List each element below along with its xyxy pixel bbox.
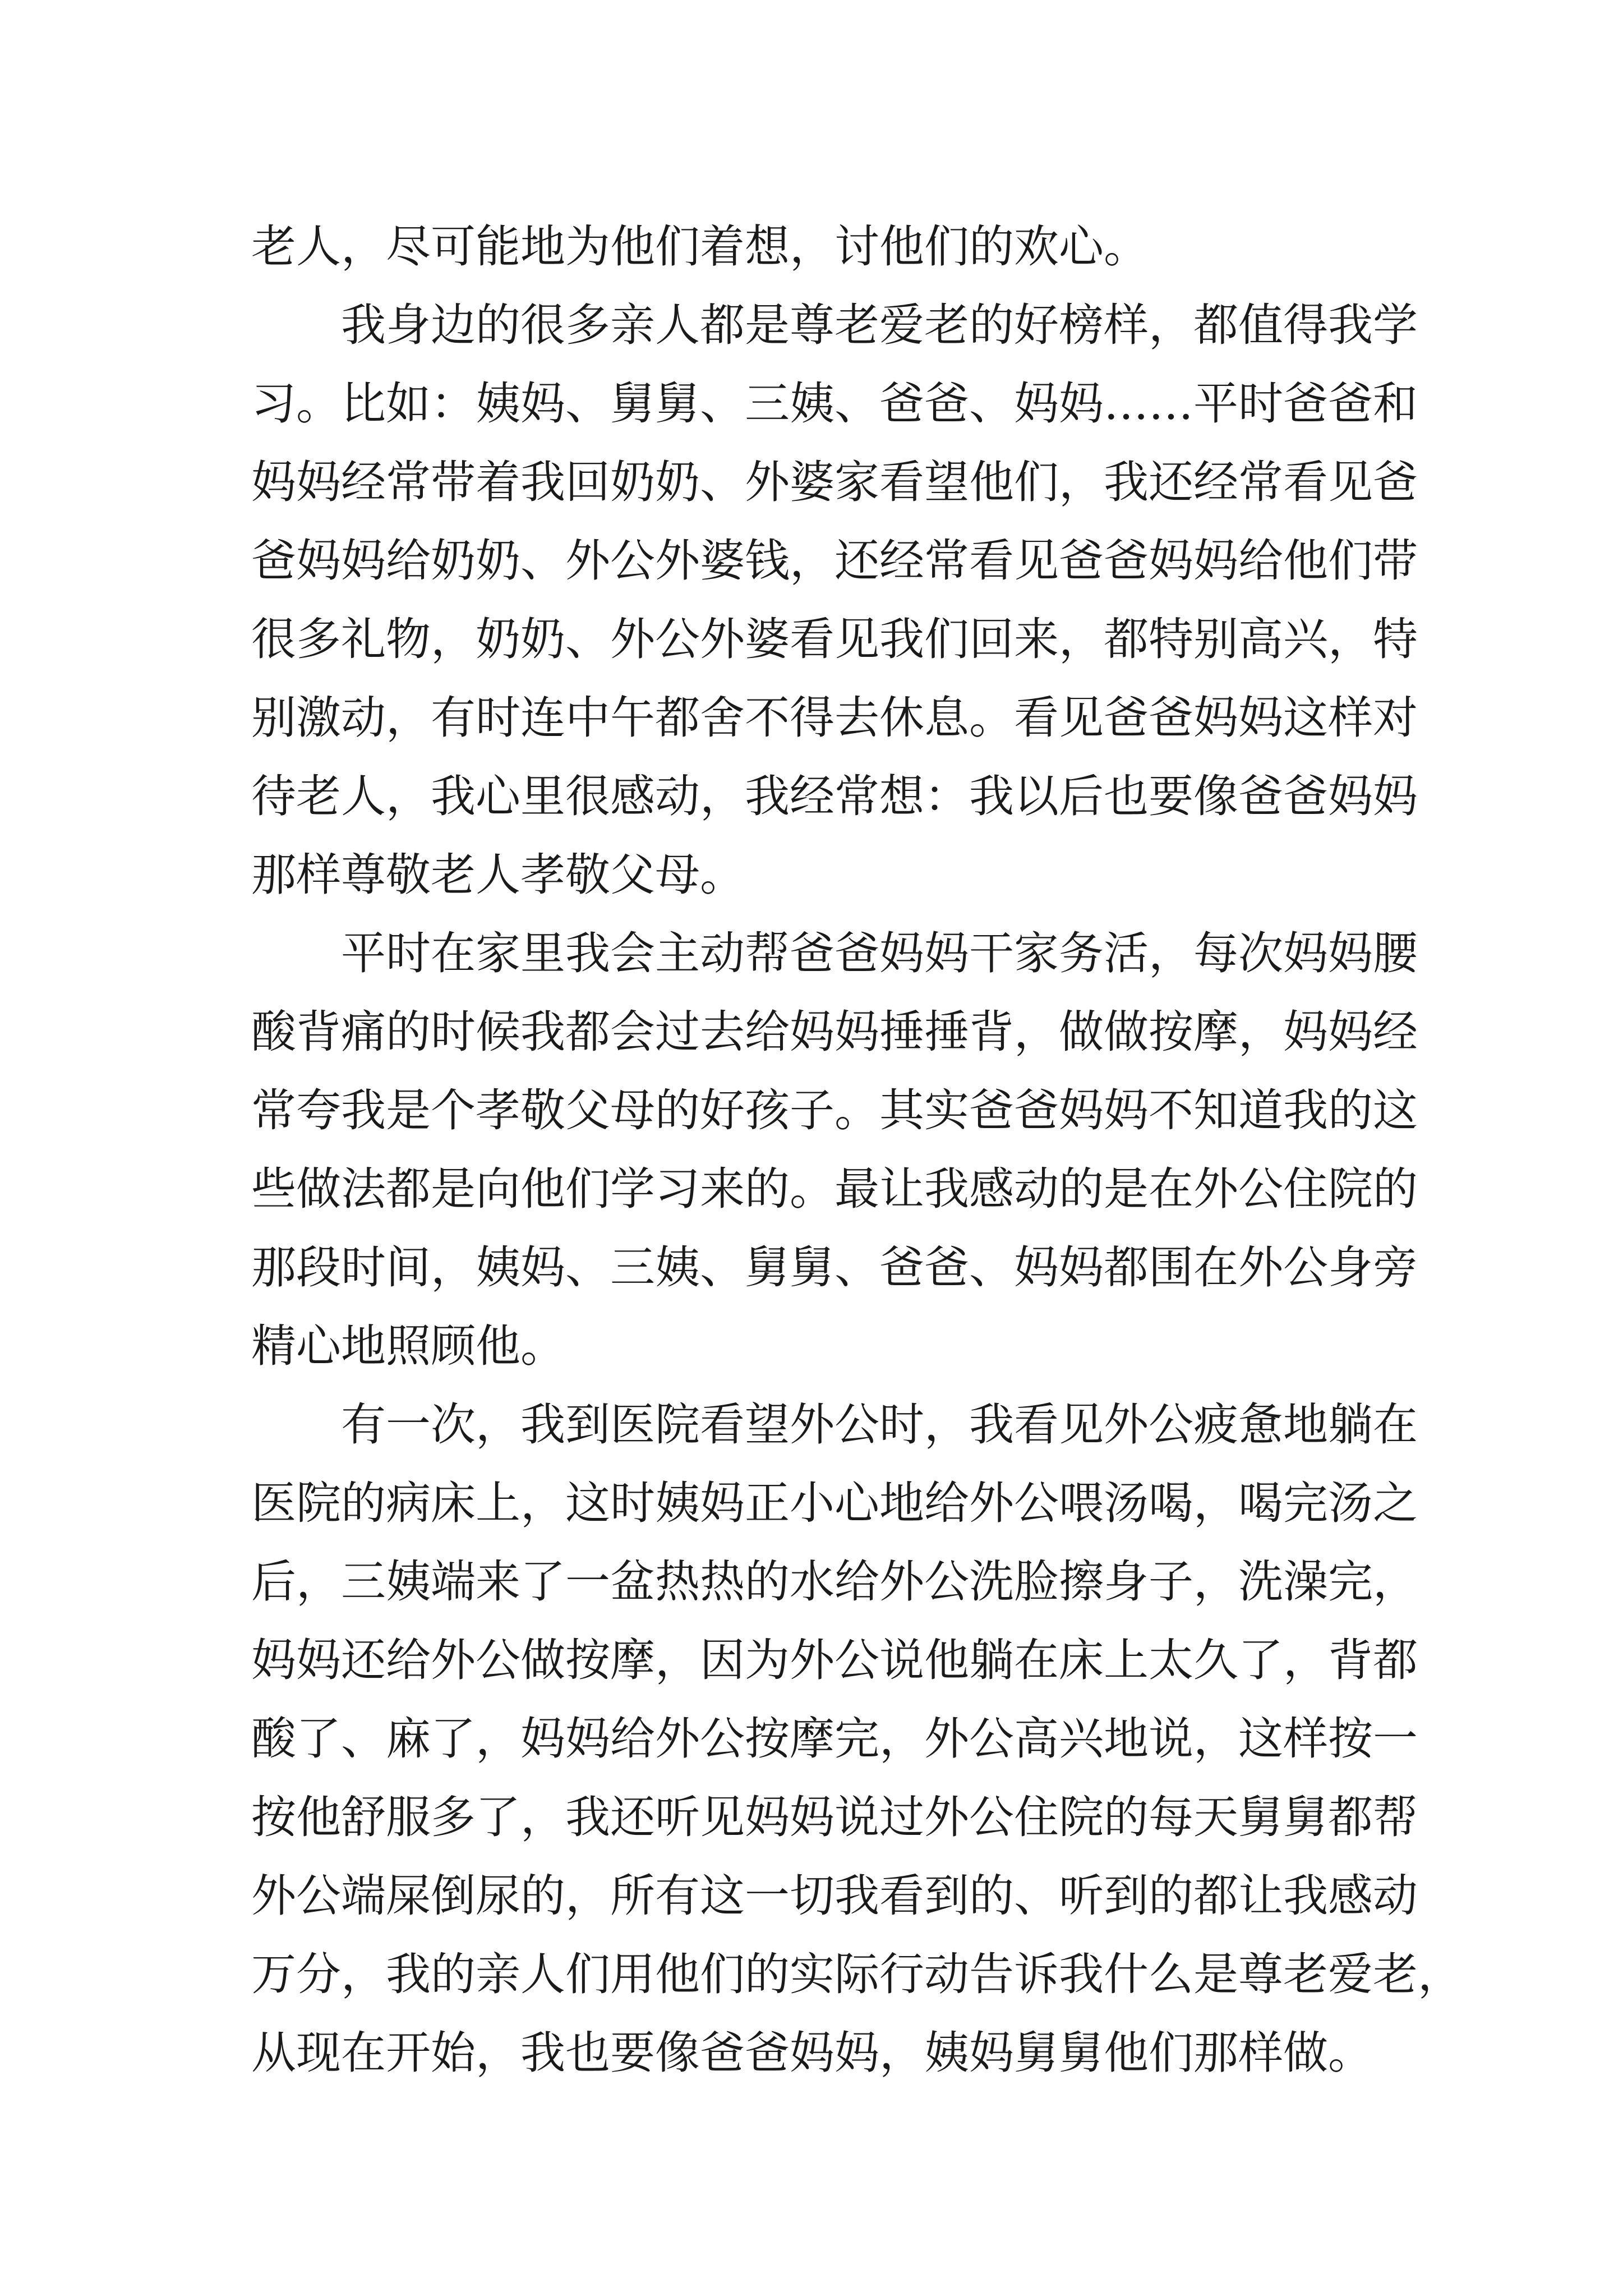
paragraph-1-line-1: 老人，尽可能地为他们着想，讨他们的欢心。 — [251, 220, 1149, 273]
paragraph-2-line-8: 那样尊敬老人孝敬父母。 — [251, 849, 745, 901]
paragraph-2-line-5: 很多礼物，奶奶、外公外婆看见我们回来，都特别高兴，特 — [251, 613, 1418, 665]
document-body — [251, 208, 1463, 2092]
paragraph-2-line-4: 爸妈妈给奶奶、外公外婆钱，还经常看见爸爸妈妈给他们带 — [251, 535, 1418, 587]
paragraph-4-line-6: 按他舒服多了，我还听见妈妈说过外公住院的每天舅舅都帮 — [251, 1791, 1418, 1843]
paragraph-4-line-3: 后，三姨端来了一盆热热的水给外公洗脸擦身子，洗澡完， — [251, 1556, 1418, 1608]
paragraph-2-line-3: 妈妈经常带着我回奶奶、外婆家看望他们，我还经常看见爸 — [251, 456, 1418, 508]
paragraph-2-line-1: 我身边的很多亲人都是尊老爱老的好榜样，都值得我学 — [341, 299, 1418, 351]
paragraph-4-line-5: 酸了、麻了，妈妈给外公按摩完，外公高兴地说，这样按一 — [251, 1713, 1418, 1765]
paragraph-3-line-1: 平时在家里我会主动帮爸爸妈妈干家务活，每次妈妈腰 — [341, 927, 1418, 979]
paragraph-3-line-6: 精心地照顾他。 — [251, 1320, 565, 1372]
paragraph-4-line-9: 从现在开始，我也要像爸爸妈妈，姨妈舅舅他们那样做。 — [251, 2027, 1373, 2079]
paragraph-4-line-1: 有一次，我到医院看望外公时，我看见外公疲惫地躺在 — [341, 1398, 1418, 1451]
paragraph-4-line-8: 万分，我的亲人们用他们的实际行动告诉我什么是尊老爱老， — [251, 1948, 1463, 2000]
paragraph-3-line-5: 那段时间，姨妈、三姨、舅舅、爸爸、妈妈都围在外公身旁 — [251, 1241, 1418, 1294]
paragraph-2-line-6: 别激动，有时连中午都舍不得去休息。看见爸爸妈妈这样对 — [251, 692, 1418, 744]
paragraph-4-line-2: 医院的病床上，这时姨妈正小心地给外公喂汤喝，喝完汤之 — [251, 1477, 1418, 1529]
paragraph-3-line-4: 些做法都是向他们学习来的。最让我感动的是在外公住院的 — [251, 1163, 1418, 1215]
paragraph-4-line-7: 外公端屎倒尿的，所有这一切我看到的、听到的都让我感动 — [251, 1870, 1418, 1922]
paragraph-2-line-2: 习。比如：姨妈、舅舅、三姨、爸爸、妈妈……平时爸爸和 — [251, 378, 1418, 430]
paragraph-3-line-3: 常夸我是个孝敬父母的好孩子。其实爸爸妈妈不知道我的这 — [251, 1084, 1418, 1137]
paragraph-4-line-4: 妈妈还给外公做按摩，因为外公说他躺在床上太久了，背都 — [251, 1634, 1418, 1686]
paragraph-3-line-2: 酸背痛的时候我都会过去给妈妈捶捶背，做做按摩，妈妈经 — [251, 1006, 1418, 1058]
paragraph-2-line-7: 待老人，我心里很感动，我经常想：我以后也要像爸爸妈妈 — [251, 770, 1418, 822]
